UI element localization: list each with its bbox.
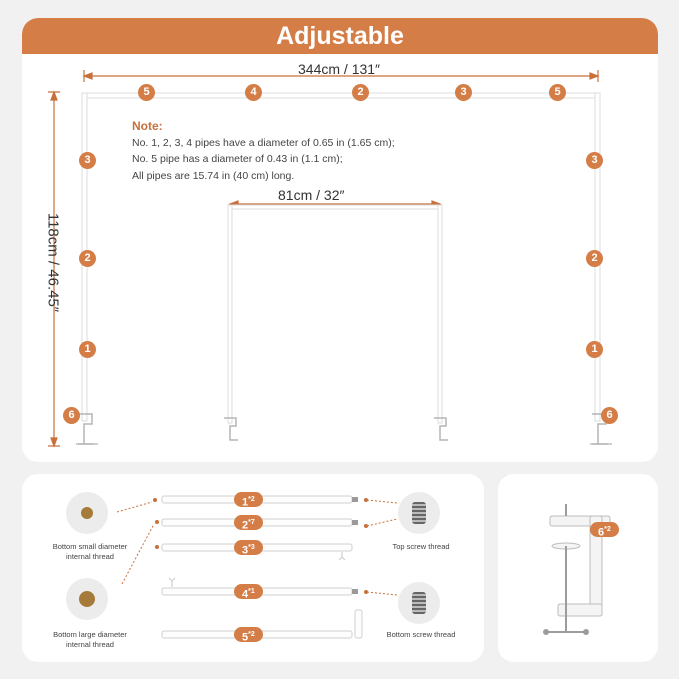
pipe-parts-panel <box>22 474 484 662</box>
pipe-badge: 1 <box>586 341 603 358</box>
bottom-screw-caption: Bottom screw thread <box>386 630 456 639</box>
banner-title: Adjustable <box>22 18 658 54</box>
small-thread-photo <box>66 492 108 534</box>
height-label: 118cm / 46.45″ <box>44 212 62 313</box>
large-thread-caption: Bottom large diameter internal thread <box>53 630 127 649</box>
inner-width-label: 81cm / 32″ <box>278 187 345 203</box>
pipe-1-label: 1$^{*2}$ <box>234 492 263 507</box>
pipe-badge: 1 <box>79 341 96 358</box>
pipe-badge: 3 <box>586 152 603 169</box>
pipe-3-label: 3$^{*3}$ <box>234 540 263 555</box>
bottom-screw-photo <box>398 582 440 624</box>
pipe-badge: 3 <box>455 84 472 101</box>
pipe-badge: 5 <box>138 84 155 101</box>
pipe-5-label: 5$^{*2}$ <box>234 627 263 642</box>
pipe-badge: 5 <box>549 84 566 101</box>
clamp-panel <box>498 474 658 662</box>
pipe-2-label: 2$^{*7}$ <box>234 515 263 530</box>
note-line: No. 1, 2, 3, 4 pipes have a diameter of 0.65 in (1.65 cm); <box>132 136 395 149</box>
clamp-badge: 6 <box>63 407 80 424</box>
clamp-drawing <box>498 474 658 662</box>
note-block <box>132 118 395 184</box>
pipe-badge: 3 <box>79 152 96 169</box>
top-screw-caption: Top screw thread <box>392 542 450 551</box>
pipe-4-label: 4$^{*1}$ <box>234 584 263 599</box>
dimension-panel <box>22 18 658 462</box>
large-thread-photo <box>66 578 108 620</box>
clamp-badge: 6 <box>601 407 618 424</box>
total-width-label: 344cm / 131″ <box>298 61 381 77</box>
top-screw-photo <box>398 492 440 534</box>
small-thread-caption: Bottom small diameter internal thread <box>52 542 128 561</box>
pipe-badge: 4 <box>245 84 262 101</box>
note-line: All pipes are 15.74 in (40 cm) long. <box>132 169 295 182</box>
note-title: Note: <box>132 119 163 133</box>
pipe-badge: 2 <box>352 84 369 101</box>
pipe-badge: 2 <box>586 250 603 267</box>
pipe-badge: 2 <box>79 250 96 267</box>
frame-drawing <box>22 18 658 462</box>
note-line: No. 5 pipe has a diameter of 0.43 in (1.1 cm); <box>132 153 343 165</box>
clamp-label: 6$^{*2}$ <box>590 522 619 537</box>
